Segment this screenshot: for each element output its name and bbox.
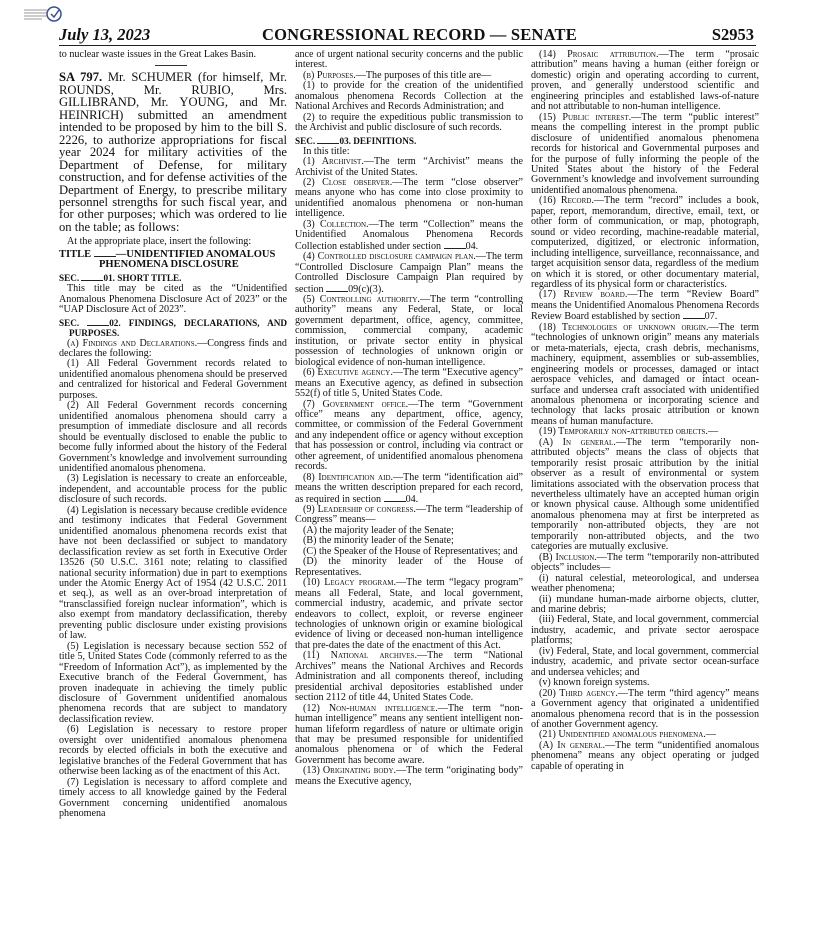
definition: (1) Archivist.—The term “Archivist” means the Archivist of the United States.	[295, 156, 523, 178]
header-rule	[59, 45, 756, 46]
definition: (16) Record.—The term “record” includes a book, paper, report, memorandum, directive, email, text, or other form of communication, or map, photograph, sound or video recording, machine-readable material, computerized, digitized, or electronic information, including intelligence, surveillance, reconnaissance, and target acquisition sensor data, regardless of the medium on which it is stored, or other documentary material, regardless of its physical form or characteristics.	[531, 195, 759, 290]
record-date: July 13, 2023	[59, 25, 151, 44]
definition: (7) Government office.—The term “Government office” means any department, office, agency, committee, or commission of the Federal Government and any independent office or agency without exception that has possession or control, including via contract or other agreement, of unidentified anomalous phenomena records.	[295, 398, 523, 473]
definition: (10) Legacy program.—The term “legacy program” means all Federal, State, and local government, commercial industry, academic, and private sector endeavors to collect, exploit, or reverse engineer technologies of unknown origin or examine biological evidence of living or deceased non-human intelligence that pre-dates the date of the enactment of this Act.	[295, 577, 523, 651]
page-number: S2953	[711, 25, 754, 44]
definition: (13) Originating body.—The term “originating body” means the Executive agency,	[295, 765, 523, 787]
definition-item: (ii) mundane human-made airborne objects, clutter, and marine debris;	[531, 593, 759, 616]
paragraph: to nuclear waste issues in the Great Lakes Basin.	[59, 50, 257, 60]
definition-item: (C) the Speaker of the House of Representatives; and	[303, 545, 518, 557]
definition-item: (A) In general.—The term “temporarily non-attributed objects” means the class of objects that temporarily resist prosaic attribution by the initial observer as a result of environmental or system limitations associated with the observation process that nevertheless ultimately have an accepted human origin or known physical cause. Although some unidentified anomalous phenomena may at first be interpreted as temporarily non-attributed objects, they are not temporarily non-attributed objects, and the two categories are mutually exclusive.	[531, 436, 759, 553]
paragraph: (3) Legislation is necessary to create an enforceable, independent, and accountable process for the public disclosure of such records.	[59, 473, 287, 506]
column-3	[531, 50, 759, 933]
definition-item: (A) the majority leader of the Senate;	[303, 524, 454, 536]
paragraph: (1) to provide for the creation of the unidentified anomalous phenomena Records Collection at the National Archives and Records Administration; and	[295, 80, 523, 113]
govinfo-logo-icon	[22, 4, 62, 24]
definition: (9) Leadership of congress.—The term “leadership of Congress” means—	[295, 504, 523, 526]
record-title: CONGRESSIONAL RECORD — SENATE	[262, 25, 577, 44]
definition: (14) Prosaic attribution.—The term “prosaic attribution” means having a human (either foreign or domestic) origin and operating according to current, proven, and generally understood scientific and engineering principles and established laws-of-nature and not attributable to non-human intelligence.	[531, 50, 759, 113]
definition: (21) Unidentified anomalous phenomena.—	[539, 729, 716, 741]
separator-rule	[155, 65, 187, 66]
definition-item: (v) known foreign systems.	[539, 677, 650, 689]
definition: (5) Controlling authority.—The term “controlling authority” means any Federal, State, or local government department, office, agency, committee, commission, commercial company, academic institution, or private sector entity in physical possession of technologies of unknown origin or biological evidence of non-human intelligence.	[295, 293, 523, 368]
definition: (20) Third agency.—The term “third agency” means a Government agency that originated a unidentified anomalous phenomena record that is in the possession of another Government agency.	[531, 687, 759, 730]
section-heading: SEC. 01. SHORT TITLE.	[59, 273, 182, 284]
definition-item: (A) In general.—The term “unidentified anomalous phenomena” means any object operating or judged capable of operating in	[531, 739, 759, 772]
section-heading: SEC. 03. DEFINITIONS.	[295, 135, 417, 146]
definition: (18) Technologies of unknown origin.—The term “technologies of unknown origin” means any materials or meta-materials, ejecta, crash debris, mechanisms, machinery, equipment, assemblies or sub-assemblies, engineering models or processes, damaged or intact aerospace vehicles, and damaged or intact ocean-surface and undersea craft associated with unidentified anomalous phenomena or incorporating science and technology that lacks prosaic attribution or known means of human manufacture.	[531, 321, 759, 427]
paragraph: (b) Purposes.—The purposes of this title are—	[303, 69, 492, 81]
amendment-text: Mr. SCHUMER (for himself, Mr. ROUNDS, Mr. RUBIO, Mrs. GILLIBRAND, Mr. YOUNG, and Mr. HEINRICH) submitted an amendment intended to be proposed by him to the bill S. 2226, to authorize appropriations for fiscal year 2024 for military activities of the Department of Defense, for military construction, and for defense activities of the Department of Energy, to prescribe military personnel strengths for such fiscal year, and for other purposes; which was ordered to lie on the table; as follows:	[59, 70, 287, 234]
paragraph: (a) Findings and Declarations.—Congress finds and declares the following:	[59, 337, 287, 360]
definition: (3) Collection.—The term “Collection” means the Unidentified Anomalous Phenomena Records Collection established under section 04.	[295, 218, 523, 252]
definition-item: (D) the minority leader of the House of Representatives.	[295, 556, 523, 578]
paragraph: In this title:	[303, 145, 350, 157]
definition-item: (B) Inclusion.—The term “temporarily non-attributed objects” includes—	[531, 551, 759, 574]
definition: (8) Identification aid.—The term “identification aid” means the written description prepared for each record, as required in section 04.	[295, 471, 523, 505]
definition-item: (B) the minority leader of the Senate;	[303, 535, 454, 547]
definition-item: (iii) Federal, State, and local government, commercial industry, academic, and private sector aerospace platforms;	[531, 614, 759, 647]
paragraph: (6) Legislation is necessary to restore proper oversight over unidentified anomalous phenomena records by elected officials in both the executive and legislative branches of the Federal Government that has otherwise been lacking as of the enactment of this Act.	[59, 724, 287, 778]
amendment-paragraph	[59, 71, 287, 233]
definition-item: (iv) Federal, State, and local government, commercial industry, academic, and private sector ocean-surface and undersea vehicles; and	[531, 645, 759, 678]
definition: (4) Controlled disclosure campaign plan.—The term “Controlled Disclosure Campaign Plan” means the Controlled Disclosure Campaign Plan required by section 09(c)(3).	[295, 251, 523, 295]
paragraph: (5) Legislation is necessary because section 552 of title 5, United States Code (commonly referred to as the “Freedom of Information Act”), as implemented by the Executive branch of the Federal Government, has proven inadequate in achieving the timely public disclosure of Government unidentified anomalous phenomena records that are subject to mandatory declassification review.	[59, 640, 287, 725]
definition: (17) Review board.—The term “Review Board” means the Unidentified Anomalous Phenomena Records Review Board established by section 07.	[531, 289, 759, 323]
definition: (11) National archives.—The term “National Archives” means the National Archives and Records Administration and all components thereof, including presidential archival depositories established under section 2112 of title 44, United States Code.	[295, 650, 523, 704]
paragraph: (2) to require the expeditious public transmission to the Archivist and public disclosure of such records.	[295, 111, 523, 134]
paragraph: (7) Legislation is necessary to afford complete and timely access to all knowledge gained by the Federal Government concerning unidentified anomalous phenomena	[59, 776, 287, 819]
paragraph: (2) All Federal Government records concerning unidentified anomalous phenomena should carry a presumption of immediate disclosure and all records should be eventually disclosed to enable the public to become fully informed about the history of the Federal Government’s knowledge and involvement surrounding unidentified anomalous phenomena.	[59, 400, 287, 474]
paragraph: At the appropriate place, insert the following:	[67, 236, 252, 248]
definition: (12) Non-human intelligence.—The term “non-human intelligence” means any sentient intelligent non-human lifeform regardless of nature or ultimate origin that may be presumed responsible for unidentified anomalous phenomena or of which the Federal Government has become aware.	[295, 702, 523, 766]
paragraph: (1) All Federal Government records related to unidentified anomalous phenomena should be preserved and centralized for historical and Federal Government purposes.	[59, 358, 287, 401]
paragraph: (4) Legislation is necessary because credible evidence and testimony indicates that Federal Government unidentified anomalous phenomena records exist that have not been declassified or subject to mandatory declassification review as set forth in Executive Order 13526 (50 U.S.C. 3161 note; relating to classified national security information) due in part to exemptions under the Atomic Energy Act of 1954 (42 U.S.C. 2011 et seq.), as well as an over-broad interpretation of “transclassified foreign nuclear information”, which is also exempt from mandatory declassification, thereby preventing public disclosure under existing provisions of law.	[59, 504, 287, 642]
paragraph: ance of urgent national security concerns and the public interest.	[295, 50, 523, 71]
definition: (6) Executive agency.—The term “Executive agency” means an Executive agency, as defined in subsection 552(f) of title 5, United States Code.	[295, 367, 523, 400]
column-2	[295, 50, 523, 933]
section-heading: SEC. 02. FINDINGS, DECLARATIONS, AND PURPOSES.	[59, 317, 287, 338]
definition-item: (i) natural celestial, meteorological, and undersea weather phenomena;	[531, 572, 759, 595]
definition: (15) Public interest.—The term “public interest” means the compelling interest in the prompt public disclosure of unidentified anomalous phenomena records for historical and Governmental purposes and for the purpose of fully informing the people of the United States about the history of the Federal Government’s knowledge and involvement surrounding unidentified anomalous phenomena.	[531, 111, 759, 196]
title-heading: TITLE —UNIDENTIFIED ANOMALOUS PHENOMENA DISCLOSURE	[59, 248, 276, 270]
definition: (2) Close observer.—The term “close observer” means anyone who has come into close proximity to unidentified anomalous phenomena or non-human intelligence.	[295, 176, 523, 220]
column-1	[59, 50, 287, 933]
amendment-number: SA 797.	[59, 70, 103, 85]
paragraph: This title may be cited as the “Unidentified Anomalous Phenomena Disclosure Act of 2023” or the “UAP Disclosure Act of 2023”.	[59, 283, 287, 316]
definition: (19) Temporarily non-attributed objects.—	[539, 426, 719, 438]
